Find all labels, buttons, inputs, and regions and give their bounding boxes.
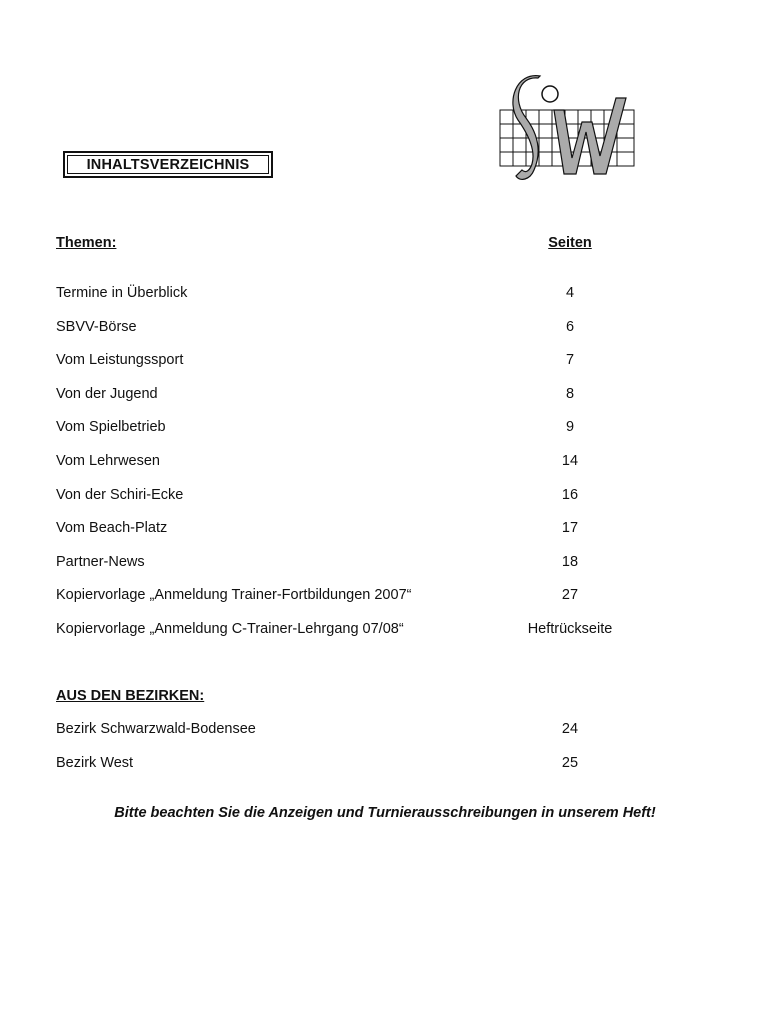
district-label: Bezirk West [56, 755, 134, 771]
toc-page: 14 [561, 453, 579, 469]
toc-label: Vom Spielbetrieb [56, 419, 166, 435]
toc-page: 17 [561, 520, 579, 536]
toc-label: Termine in Überblick [56, 285, 188, 301]
district-page: 24 [561, 721, 579, 737]
pages-header: Seiten [548, 235, 592, 251]
toc-label: Vom Leistungssport [56, 352, 184, 368]
district-label: Bezirk Schwarzwald-Bodensee [56, 721, 256, 737]
districts-header: AUS DEN BEZIRKEN: [56, 688, 205, 704]
district-row [56, 755, 696, 775]
toc-label: Von der Schiri-Ecke [56, 487, 184, 503]
toc-label: Vom Beach-Platz [56, 520, 168, 536]
toc-row [56, 319, 696, 339]
toc-row [56, 453, 696, 473]
toc-page: 7 [565, 352, 575, 368]
toc-row [56, 554, 696, 574]
page-title: INHALTSVERZEICHNIS [67, 155, 269, 174]
footer-note: Bitte beachten Sie die Anzeigen und Turnierausschreibungen in unserem Heft! [114, 805, 656, 821]
toc-row [56, 587, 696, 607]
toc-label: SBVV-Börse [56, 319, 137, 335]
toc-row [56, 386, 696, 406]
toc-page: 6 [565, 319, 575, 335]
toc-row [56, 621, 696, 641]
toc-label: Partner-News [56, 554, 145, 570]
toc-page: 9 [565, 419, 575, 435]
toc-row [56, 419, 696, 439]
toc-label: Kopiervorlage „Anmeldung Trainer-Fortbildungen 2007“ [56, 587, 412, 603]
toc-page: 16 [561, 487, 579, 503]
sbvv-logo-icon [498, 70, 638, 190]
toc-row [56, 487, 696, 507]
toc-row [56, 285, 696, 305]
toc-page: Heftrückseite [527, 621, 613, 637]
toc-row [56, 520, 696, 540]
toc-label: Vom Lehrwesen [56, 453, 160, 469]
topics-header: Themen: [56, 235, 117, 251]
toc-page: 18 [561, 554, 579, 570]
title-box [63, 151, 273, 178]
toc-label: Kopiervorlage „Anmeldung C-Trainer-Lehrgang 07/08“ [56, 621, 404, 637]
toc-row [56, 352, 696, 372]
toc-label: Von der Jugend [56, 386, 158, 402]
toc-page: 8 [565, 386, 575, 402]
toc-page: 27 [561, 587, 579, 603]
toc-page: 4 [565, 285, 575, 301]
district-row [56, 721, 696, 741]
district-page: 25 [561, 755, 579, 771]
